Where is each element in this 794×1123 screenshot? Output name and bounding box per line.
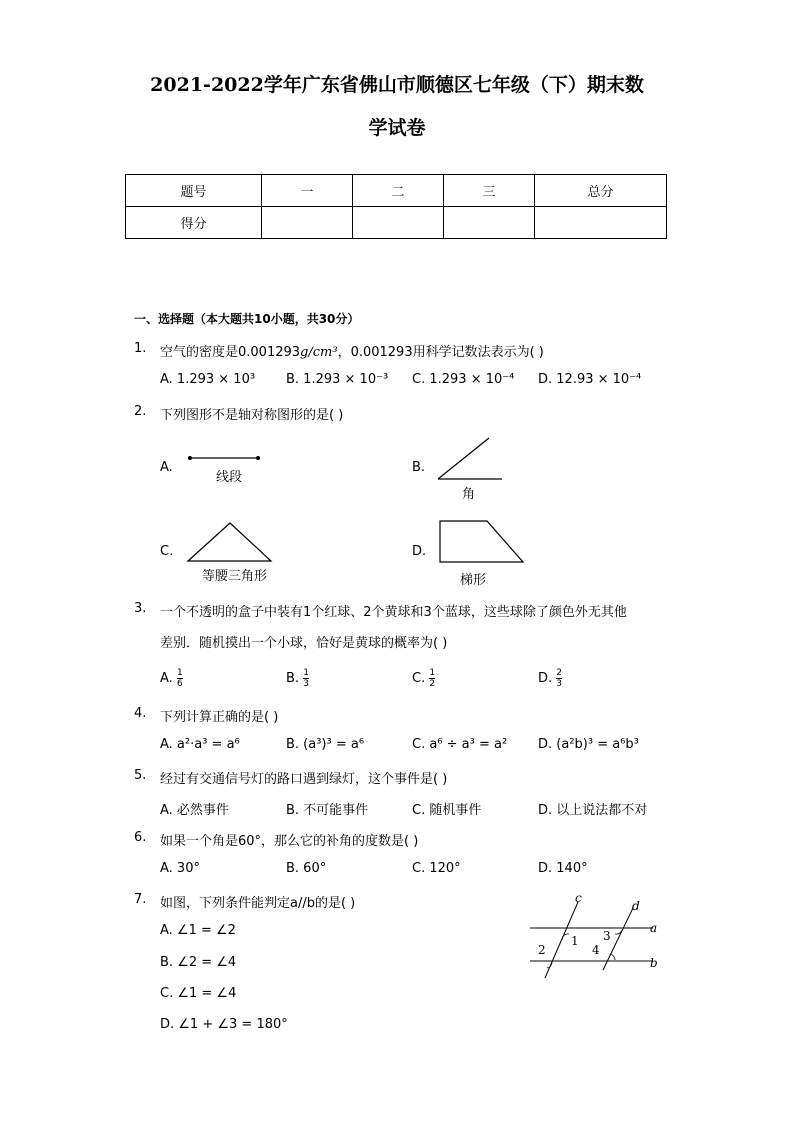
- q6-number: 6.: [134, 830, 147, 845]
- q4-option-a: A. a²·a³ = a⁶: [160, 737, 240, 752]
- q7-option-b: B. ∠2 = ∠4: [160, 955, 237, 970]
- q6-stem: 如果一个角是60°，那么它的补角的度数是( ): [160, 834, 419, 849]
- q2-number: 2.: [134, 404, 147, 419]
- q5-stem: 经过有交通信号灯的路口遇到绿灯，这个事件是( ): [160, 772, 448, 787]
- score-cell: [262, 207, 353, 239]
- q6-option-a: A. 30°: [160, 861, 200, 876]
- score-table-score-row: [126, 207, 667, 239]
- q2-caption-b: 角: [462, 487, 476, 502]
- fig-label-c: c: [575, 891, 582, 905]
- q5-option-b: B. 不可能事件: [286, 803, 369, 818]
- q5-option-c: C. 随机事件: [412, 803, 482, 818]
- q4-option-b: B. (a³)³ = a⁶: [286, 737, 365, 752]
- fig-label-2: 2: [538, 943, 546, 957]
- trapezoid-figure: [437, 518, 527, 566]
- score-row-label: 得分: [126, 207, 262, 239]
- q3-stem-line2: 差别．随机摸出一个小球，恰好是黄球的概率为( ): [160, 636, 448, 651]
- q6-option-b: B. 60°: [286, 861, 327, 876]
- q4-stem: 下列计算正确的是( ): [160, 710, 279, 725]
- q3-option-b-fraction: $\frac{1}{3}$: [303, 668, 309, 689]
- exam-title-line1: 2021-2022学年广东省佛山市顺德区七年级（下）期末数: [150, 74, 644, 96]
- q4-option-d: D. (a²b)³ = a⁶b³: [538, 737, 639, 752]
- q2-option-a: A.: [160, 460, 173, 475]
- q3-option-a-letter: A.: [160, 671, 173, 686]
- q1-text-a: 空气的密度是0.001293: [160, 345, 301, 360]
- fig-label-4: 4: [592, 943, 600, 957]
- line-segment-figure: [185, 452, 265, 466]
- q3-option-d-fraction: $\frac{2}{3}$: [556, 668, 563, 689]
- score-header-cell: 一: [262, 175, 353, 207]
- score-header-cell: 题号: [126, 175, 262, 207]
- score-cell: [444, 207, 535, 239]
- q3-option-d: [538, 668, 562, 689]
- q3-option-c: [412, 668, 435, 689]
- q1-option-c: C. 1.293 × 10⁻⁴: [412, 372, 515, 387]
- fig-label-b: b: [650, 956, 658, 970]
- q4-number: 4.: [134, 706, 147, 721]
- q1-unit: g/cm³: [300, 345, 338, 360]
- score-header-cell: 三: [444, 175, 535, 207]
- q1-option-a: A. 1.293 × 10³: [160, 372, 256, 387]
- fig-label-d: d: [632, 899, 640, 913]
- q2-option-c: C.: [160, 544, 174, 559]
- q5-option-a: A. 必然事件: [160, 803, 229, 818]
- q3-option-b-letter: B.: [286, 671, 300, 686]
- section-heading: 一、选择题（本大题共10小题，共30分）: [134, 312, 360, 326]
- q1-number: 1.: [134, 341, 147, 356]
- q3-number: 3.: [134, 601, 147, 616]
- angle-figure: [436, 435, 506, 485]
- q1-option-d: D. 12.93 × 10⁻⁴: [538, 372, 642, 387]
- q2-caption-d: 梯形: [460, 573, 487, 588]
- exam-title-line2: 学试卷: [368, 117, 426, 139]
- q3-option-c-fraction: $\frac{1}{2}$: [429, 668, 436, 689]
- fig-label-a: a: [650, 921, 658, 935]
- q7-number: 7.: [134, 892, 147, 907]
- fig-label-3: 3: [603, 929, 611, 943]
- q3-option-a: [160, 668, 183, 689]
- q6-option-c: C. 120°: [412, 861, 461, 876]
- q7-option-a: A. ∠1 = ∠2: [160, 923, 236, 938]
- q3-option-b: [286, 668, 309, 689]
- q2-caption-c: 等腰三角形: [202, 569, 268, 584]
- q7-option-d: D. ∠1 + ∠3 = 180°: [160, 1017, 288, 1032]
- q7-option-c: C. ∠1 = ∠4: [160, 986, 237, 1001]
- q2-option-b: B.: [412, 460, 426, 475]
- score-cell: [535, 207, 667, 239]
- q2-option-d: D.: [412, 544, 427, 559]
- score-header-cell: 二: [353, 175, 444, 207]
- q3-option-d-letter: D.: [538, 671, 553, 686]
- q4-option-c: C. a⁶ ÷ a³ = a²: [412, 737, 508, 752]
- q7-stem: 如图，下列条件能判定a//b的是( ): [160, 896, 356, 911]
- q3-option-a-fraction: $\frac{1}{6}$: [176, 668, 183, 689]
- score-table: [125, 174, 667, 239]
- q5-number: 5.: [134, 768, 147, 783]
- q1-stem: [160, 341, 544, 360]
- fig-label-1: 1: [571, 934, 579, 948]
- q3-stem-line1: 一个不透明的盒子中装有1个红球、2个黄球和3个蓝球，这些球除了颜色外无其他: [160, 605, 627, 620]
- q1-option-b: B. 1.293 × 10⁻³: [286, 372, 389, 387]
- q1-text-b: ，0.001293用科学记数法表示为( ): [337, 345, 544, 360]
- q2-stem: 下列图形不是轴对称图形的是( ): [160, 408, 344, 423]
- score-header-cell: 总分: [535, 175, 667, 207]
- q6-option-d: D. 140°: [538, 861, 588, 876]
- q2-caption-a: 线段: [216, 470, 243, 485]
- q5-option-d: D. 以上说法都不对: [538, 803, 648, 818]
- score-table-header-row: [126, 175, 667, 207]
- isosceles-triangle-figure: [185, 520, 275, 565]
- parallel-lines-figure: [525, 890, 665, 990]
- q3-option-c-letter: C.: [412, 671, 426, 686]
- score-cell: [353, 207, 444, 239]
